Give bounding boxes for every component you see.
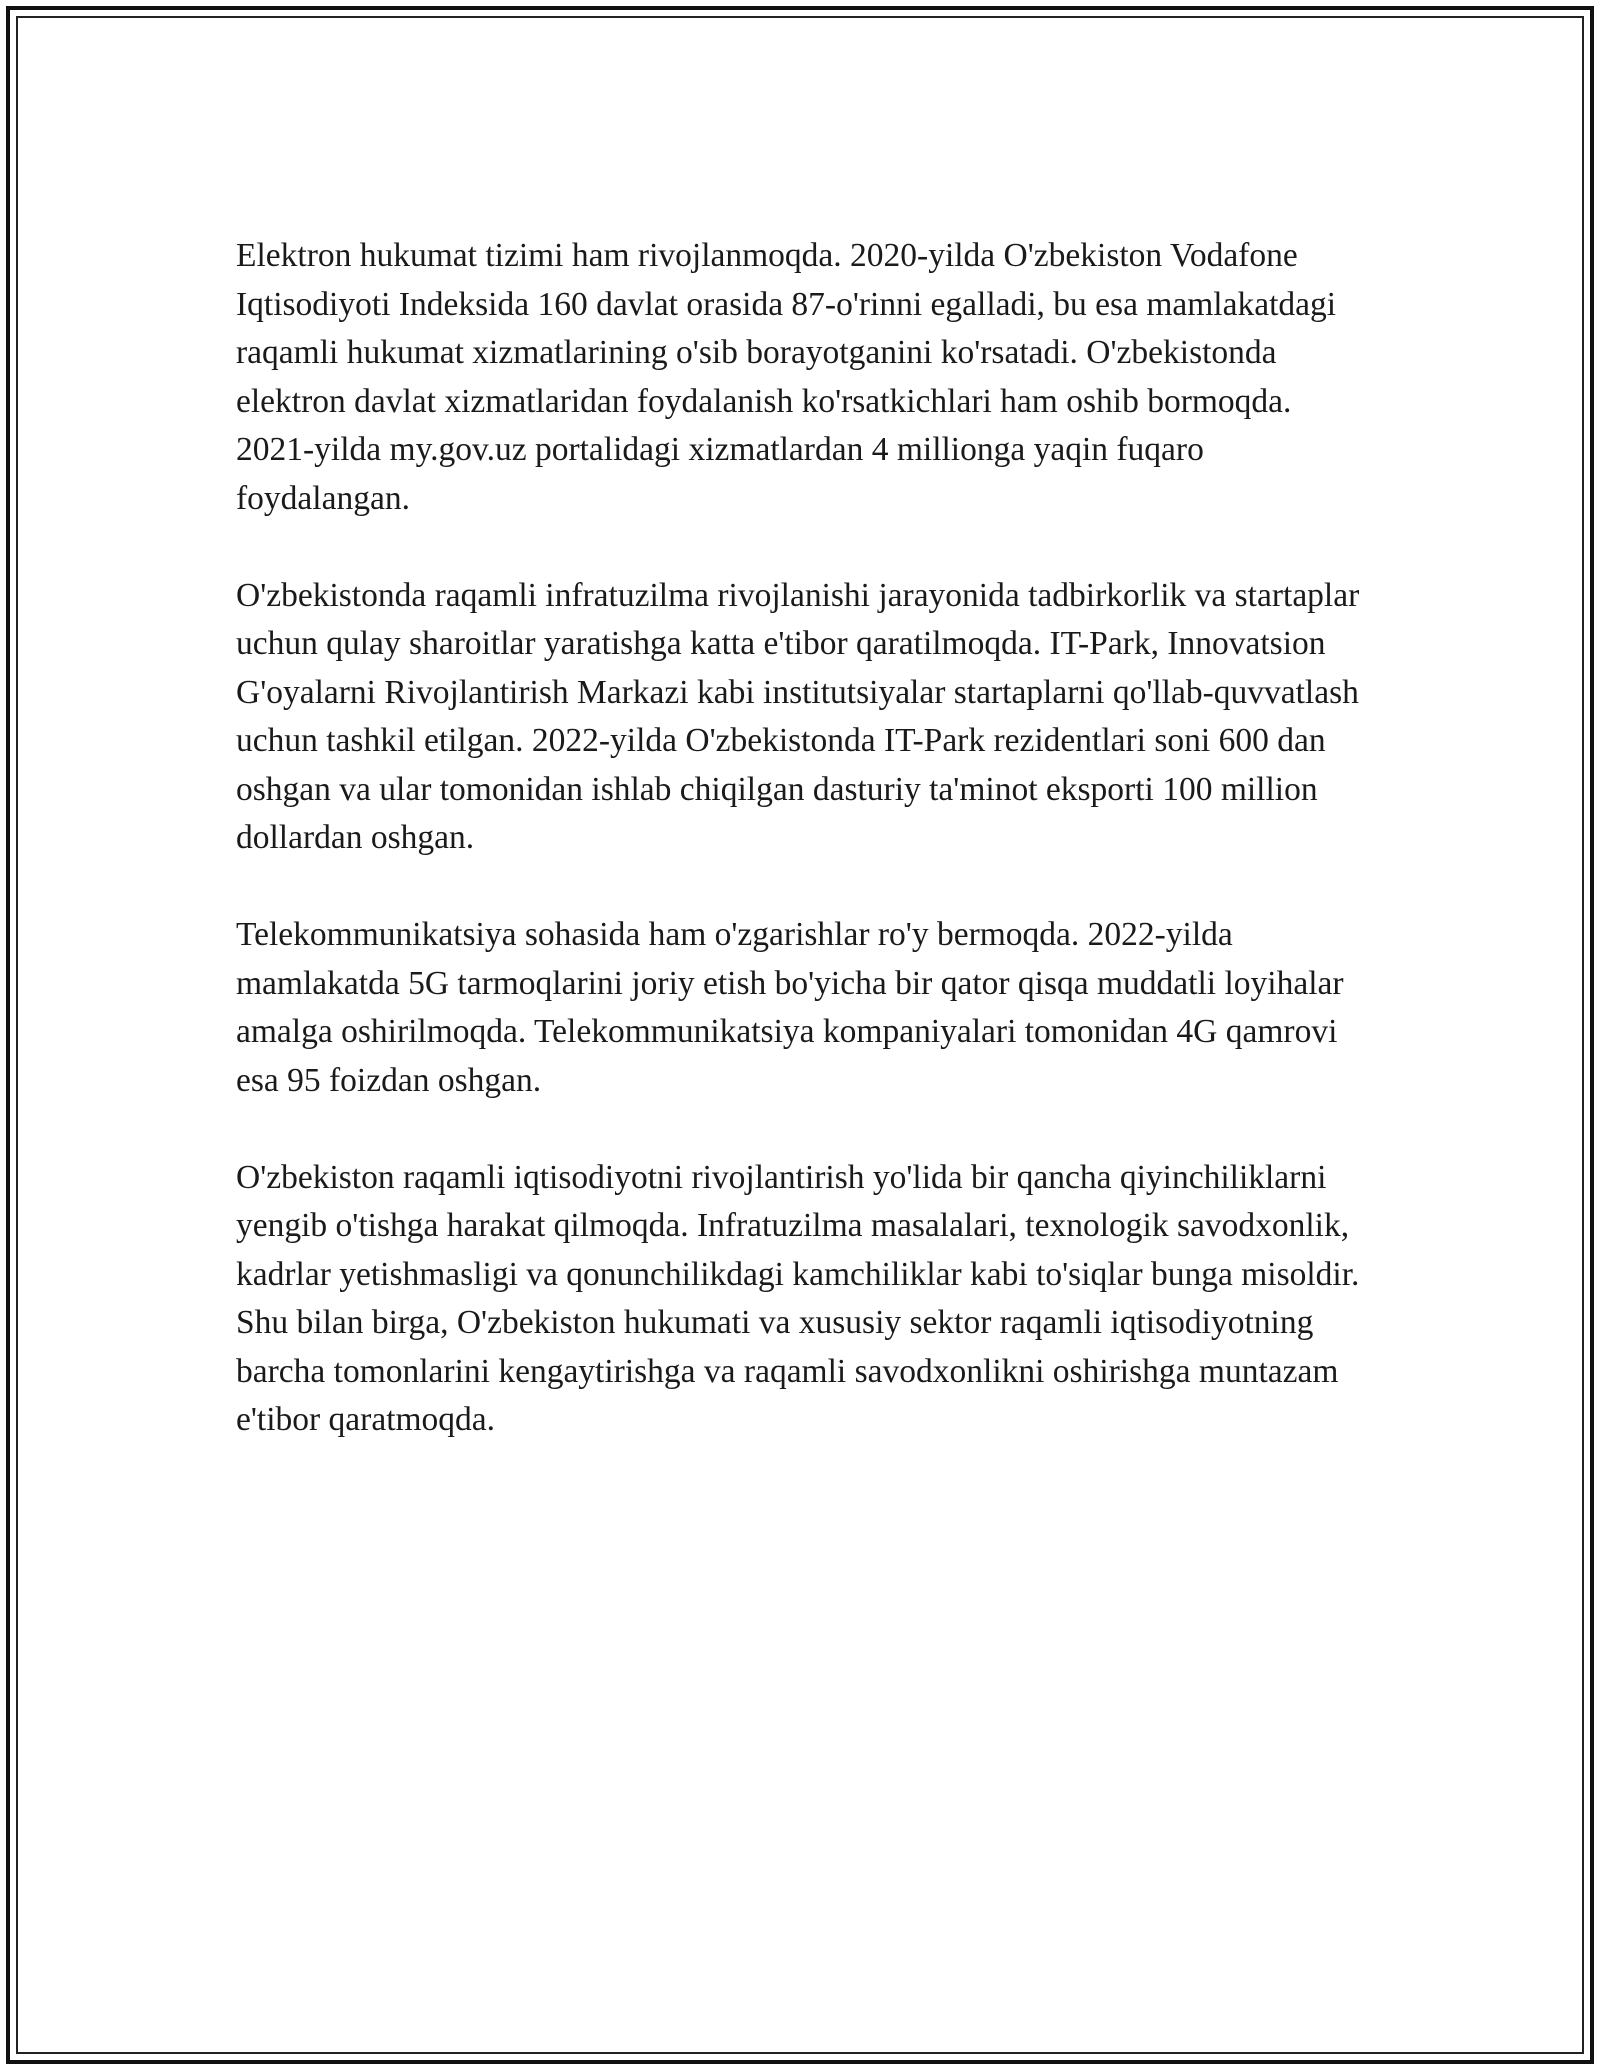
paragraph-telecommunications: Telekommunikatsiya sohasida ham o'zgarishlar ro'y bermoqda. 2022-yilda mamlakatda 5G tarmoqlarini joriy etish bo'yicha bir qator qisqa muddatli loyihalar amalga oshirilmoqda. Telekommunikatsiya kompaniyalari tomonidan 4G qamrovi esa 95 foizdan oshgan. xyxy=(236,916,1344,1099)
paragraph-startups-it-park: O'zbekistonda raqamli infratuzilma rivojlanishi jarayonida tadbirkorlik va startaplar uchun qulay sharoitlar yaratishga katta e'tibor qaratilmoqda. IT-Park, Innovatsion G'oyalarni Rivojlantirish Markazi kabi institutsiyalar startaplarni qo'llab-quvvatlash uchun tashkil etilgan. 2022-yilda O'zbekistonda IT-Park rezidentlari soni 600 dan oshgan va ular tomonidan ishlab chiqilgan dasturiy ta'minot eksporti 100 million dollardan oshgan. xyxy=(236,576,1360,856)
document-body xyxy=(236,232,1376,1493)
paragraph-e-government: Elektron hukumat tizimi ham rivojlanmoqda. 2020-yilda O'zbekiston Vodafone Iqtisodiyoti Indeksida 160 davlat orasida 87-o'rinni egalladi, bu esa mamlakatdagi raqamli hukumat xizmatlarining o'sib borayotganini ko'rsatadi. O'zbekistonda elektron davlat xizmatlaridan foydalanish ko'rsatkichlari ham oshib bormoqda. 2021-yilda my.gov.uz portalidagi xizmatlardan 4 millionga yaqin fuqaro foydalangan. xyxy=(236,237,1337,517)
paragraph-challenges: O'zbekiston raqamli iqtisodiyotni rivojlantirish yo'lida bir qancha qiyinchiliklarni yengib o'tishga harakat qilmoqda. Infratuzilma masalalari, texnologik savodxonlik, kadrlar yetishmasligi va qonunchilikdagi kamchiliklar kabi to'siqlar bunga misoldir. Shu bilan birga, O'zbekiston hukumati va xususiy sektor raqamli iqtisodiyotning barcha tomonlarini kengaytirishga va raqamli savodxonlikni oshirishga muntazam e'tibor qaratmoqda. xyxy=(236,1158,1360,1438)
